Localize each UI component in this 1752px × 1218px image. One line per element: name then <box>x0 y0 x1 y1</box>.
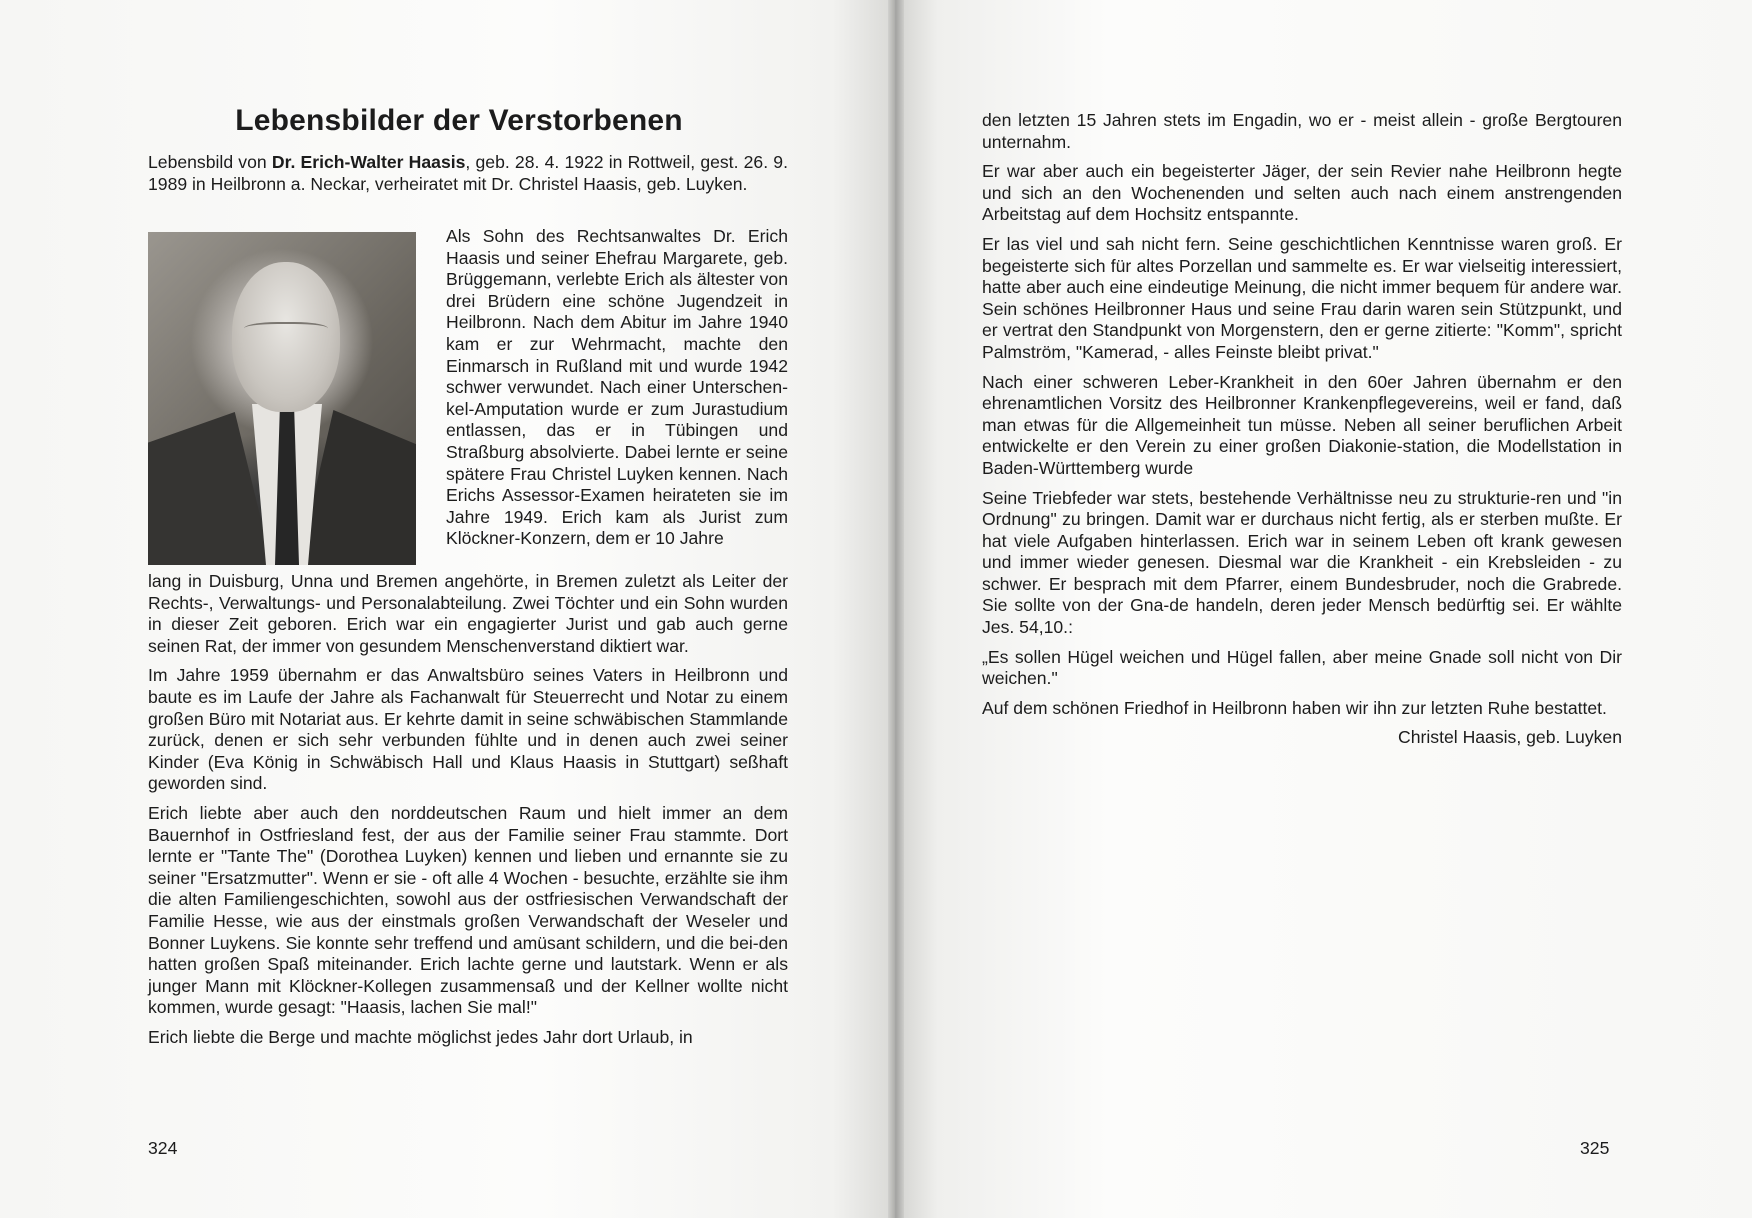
paragraph: Im Jahre 1959 übernahm er das Anwaltsbüro seines Vaters in Heilbronn und baute es im Laufe der Jahre als Fachanwalt für Steuerrecht und Notar zu einem großen Büro mit Notariat aus. Er kehrte damit in seine schwäbischen Stammlande zurück, denen er sich sehr verbunden fühlte und in denen auch zwei seiner Kinder (Eva König in Schwäbisch Hall und Klaus Haasis in Stuttgart) seßhaft geworden sind. <box>148 665 788 794</box>
page-title: Lebensbilder der Verstorbenen <box>235 104 683 137</box>
page-number-left: 324 <box>148 1138 178 1158</box>
paragraph: Auf dem schönen Friedhof in Heilbronn haben wir ihn zur letzten Ruhe bestattet. <box>982 697 1607 718</box>
text-beside-photo <box>446 226 788 558</box>
portrait-photo <box>148 232 416 565</box>
quote-paragraph: „Es sollen Hügel weichen und Hügel fallen, aber meine Gnade soll nicht von Dir weichen." <box>982 646 1622 689</box>
intro-pre: Lebensbild von <box>148 152 272 172</box>
text-below-photo <box>148 571 788 1056</box>
paragraph: Als Sohn des Rechtsanwaltes Dr. Erich Haasis und seiner Ehefrau Margarete, geb. Brüggemann, verlebte Erich als ältester von drei Brüdern eine schöne Jugendzeit in Heilbronn. Nach dem Abitur im Jahre 1940 kam er zur Wehrmacht, machte den Einmarsch in Rußland mit und wurde 1942 schwer verwundet. Nach einer Unterschen-kel-Amputation wurde er zum Jurastudium entlassen, das er in Tübingen und Straßburg absolvierte. Dabei lernte er seine spätere Frau Christel Luyken kennen. Nach Erichs Assessor-Examen heirateten sie im Jahre 1949. Erich kam als Jurist zum Klöckner-Konzern, dem er 10 Jahre <box>446 226 788 549</box>
intro-post: , geb. 28. 4. 1922 in Rottweil, gest. 26. 9. 1989 in Heilbronn a. Neckar, verheiratet mit Dr. Christel Haasis, geb. Luyken. <box>148 152 788 194</box>
bleed-through-text <box>990 820 1630 1120</box>
paragraph: Seine Triebfeder war stets, bestehende Verhältnisse neu zu strukturie-ren und "in Ordnung" zu bringen. Damit war er durchaus nicht fertig, als er sterben mußte. Er hat viele Aufgaben hinterlassen. Erich war in seinem Leben oft krank gewesen und immer wieder genesen. Diesmal war die Krankheit - ein Krebsleiden - zu schwer. Er besprach mit dem Pfarrer, einem Bundesbruder, noch die Grabrede. Sie sollte von der Gna-de handeln, deren jeder Mensch bedürftig sei. Er wählte Jes. 54,10.: <box>982 487 1622 638</box>
right-page <box>895 0 1752 1218</box>
book-gutter <box>888 0 904 1218</box>
paragraph: Nach einer schweren Leber-Krankheit in den 60er Jahren übernahm er den ehrenamtlichen Vorsitz des Heilbronner Krankenpflegevereins, weil er fand, daß man etwas für die Allgemeinheit tun müsse. Neben all seiner beruflichen Arbeit entwickelte er den Verein zu einer großen Diakonie-station, die Modellstation in Baden-Württemberg wurde <box>982 371 1622 478</box>
page-number-right: 325 <box>1580 1138 1610 1158</box>
paragraph: Er war aber auch ein begeisterter Jäger, der sein Revier nahe Heilbronn hegte und sich an den Wochenenden und selten auch nach einem anstrengenden Arbeitstag auf dem Hochsitz entspannte. <box>982 161 1622 225</box>
deceased-name: Dr. Erich-Walter Haasis <box>271 152 466 172</box>
portrait-coat-left <box>148 412 272 565</box>
paragraph: Erich liebte die Berge und machte möglichst jedes Jahr dort Urlaub, in <box>148 1026 693 1047</box>
right-page-text <box>982 110 1622 757</box>
paragraph: lang in Duisburg, Unna und Bremen angehörte, in Bremen zuletzt als Leiter der Rechts-, Verwaltungs- und Personalabteilung. Zwei Töchter und ein Sohn wurden in dieser Zeit geboren. Erich war ein engagierter Jurist und gab auch gerne seinen Rat, der immer von gesundem Menschenverstand diktiert war. <box>148 571 788 656</box>
paragraph: den letzten 15 Jahren stets im Engadin, wo er - meist allein - große Bergtouren unternahm. <box>982 110 1622 152</box>
signature: Christel Haasis, geb. Luyken <box>1398 727 1622 748</box>
paragraph: Erich liebte aber auch den norddeutschen Raum und hielt immer an dem Bauernhof in Ostfriesland fest, der aus der Familie seiner Frau stammte. Dort lernte er "Tante The" (Dorothea Luyken) kennen und lieben und ernannte sie zu seiner "Ersatzmutter". Wenn er sie - oft alle 4 Wochen - besuchte, erzählte sie ihm die alten Familiengeschichten, sowohl aus der ostfriesischen Verwandschaft der Familie Hesse, wie aus der einstmals großen Verwandschaft der Weseler und Bonner Luykens. Sie konnte sehr treffend und amüsant schildern, und die bei-den hatten großen Spaß miteinander. Erich lachte gerne und lautstark. Wenn er als junger Mann mit Klöckner-Kollegen zusammensaß und der Kellner wollte nicht kommen, wurde gesagt: "Haasis, lachen Sie mal!" <box>148 802 788 1018</box>
paragraph: Er las viel und sah nicht fern. Seine geschichtlichen Kenntnisse waren groß. Er begeisterte sich für altes Porzellan und sammelte es. Er war vielseitig interessiert, hatte aber auch eine eindeutige Meinung, die nicht immer bequem für andere war. Sein schönes Heilbronner Haus und seine Frau darin waren sein Stützpunkt, und er vertrat den Standpunkt von Morgenstern, den er gerne zitierte: "Komm", spricht Palmström, "Kamerad, - alles Feinste bleibt privat." <box>982 233 1622 362</box>
intro-paragraph <box>148 152 788 195</box>
portrait-glasses <box>244 322 328 338</box>
